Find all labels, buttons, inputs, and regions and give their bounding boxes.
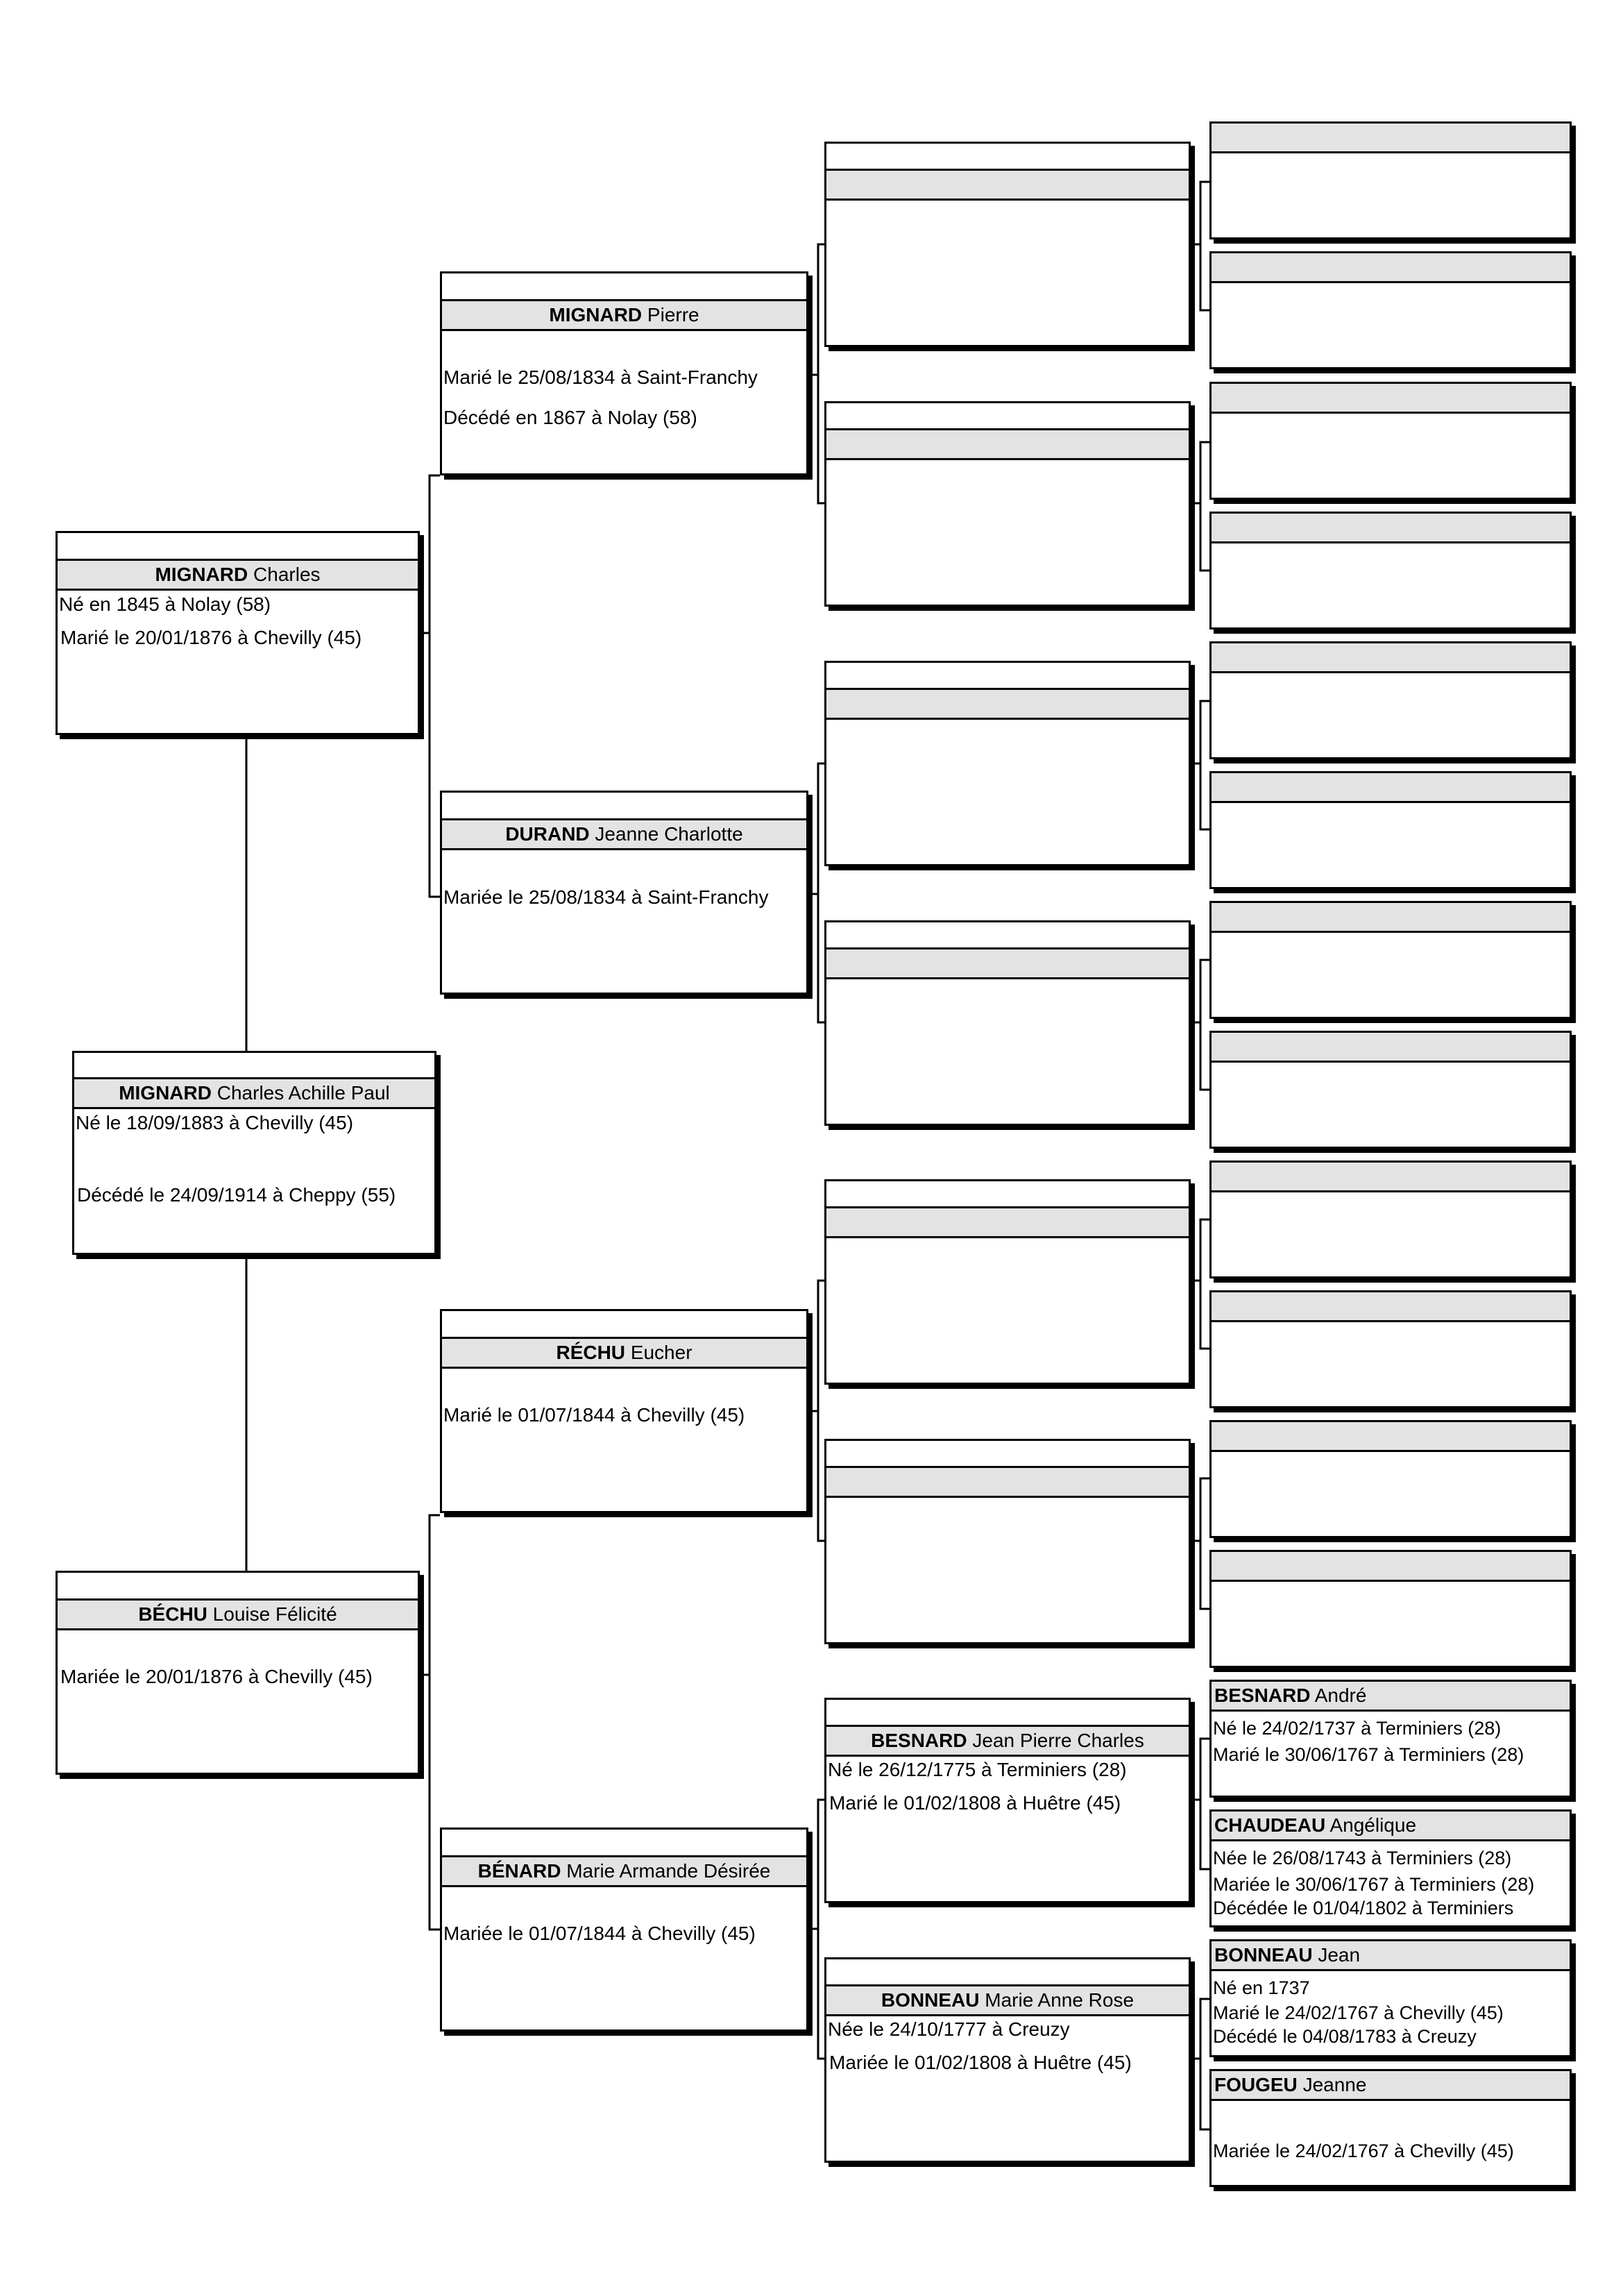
person-box-gen3-6[interactable] xyxy=(824,1439,1191,1644)
birth-line: Né en 1845 à Nolay (58) xyxy=(59,593,271,615)
person-name-header xyxy=(1209,1550,1572,1582)
marriage-line: Marié le 01/07/1844 à Chevilly (45) xyxy=(443,1404,745,1426)
person-name-header xyxy=(1209,1420,1572,1452)
person-name-header xyxy=(72,1077,436,1109)
person-box-mother[interactable] xyxy=(56,1571,420,1775)
person-box-gen3-5[interactable] xyxy=(824,1179,1191,1385)
death-line: Décédé le 24/09/1914 à Cheppy (55) xyxy=(77,1184,396,1206)
person-box-maternal-grandmother[interactable] xyxy=(440,1827,808,2032)
person-name-header xyxy=(824,169,1191,201)
person-box-gen4-15[interactable] xyxy=(1209,1939,1572,2057)
person-name-header xyxy=(824,1725,1191,1757)
person-name-header xyxy=(1209,2069,1572,2101)
person-name-header xyxy=(1209,1031,1572,1063)
person-box-gen4-4[interactable] xyxy=(1209,512,1572,630)
person-name-header xyxy=(824,1206,1191,1238)
person-box-gen4-14[interactable] xyxy=(1209,1809,1572,1927)
given-names: Jean Pierre Charles xyxy=(972,1730,1144,1751)
marriage-line: Mariée le 25/08/1834 à Saint-Franchy xyxy=(443,886,769,908)
person-name-header xyxy=(1209,641,1572,673)
death-line: Décédé en 1867 à Nolay (58) xyxy=(443,407,697,428)
given-names: Jean xyxy=(1318,1944,1361,1966)
person-box-gen4-10[interactable] xyxy=(1209,1290,1572,1408)
surname: FOUGEU xyxy=(1214,2074,1298,2095)
person-box-root[interactable] xyxy=(72,1051,436,1255)
person-name-header xyxy=(824,428,1191,460)
person-box-gen4-13[interactable] xyxy=(1209,1680,1572,1798)
given-names: Eucher xyxy=(630,1342,692,1363)
person-name-header xyxy=(1209,512,1572,543)
person-name-header xyxy=(1209,1680,1572,1712)
death-line: Décédée le 01/04/1802 à Terminiers xyxy=(1213,1898,1514,1918)
birth-line: Née le 26/08/1743 à Terminiers (28) xyxy=(1213,1848,1512,1868)
person-box-paternal-grandfather[interactable] xyxy=(440,271,808,475)
given-names: Angélique xyxy=(1329,1814,1417,1836)
surname: BÉNARD xyxy=(477,1860,561,1882)
person-name-header xyxy=(1209,251,1572,283)
person-box-gen3-1[interactable] xyxy=(824,142,1191,347)
person-name-header xyxy=(824,947,1191,979)
person-name-header xyxy=(1209,901,1572,933)
person-name-header xyxy=(1209,1160,1572,1192)
birth-line: Né en 1737 xyxy=(1213,1977,1310,1998)
person-name-header xyxy=(440,1337,808,1369)
marriage-line: Marié le 01/02/1808 à Huêtre (45) xyxy=(829,1792,1121,1814)
person-box-gen4-9[interactable] xyxy=(1209,1160,1572,1278)
surname: BESNARD xyxy=(871,1730,967,1751)
marriage-line: Mariée le 01/02/1808 à Huêtre (45) xyxy=(829,2052,1132,2073)
birth-line: Né le 26/12/1775 à Terminiers (28) xyxy=(828,1759,1127,1780)
surname: BÉCHU xyxy=(138,1603,207,1625)
given-names: Charles Achille Paul xyxy=(216,1082,390,1104)
person-box-gen4-1[interactable] xyxy=(1209,121,1572,239)
person-name-header xyxy=(440,818,808,850)
person-box-gen4-8[interactable] xyxy=(1209,1031,1572,1149)
marriage-line: Mariée le 20/01/1876 à Chevilly (45) xyxy=(60,1666,373,1687)
person-box-gen3-7[interactable] xyxy=(824,1698,1191,1903)
surname: MIGNARD xyxy=(155,564,248,585)
person-name-header xyxy=(1209,121,1572,153)
surname: BONNEAU xyxy=(881,1989,980,2011)
marriage-line: Marié le 25/08/1834 à Saint-Franchy xyxy=(443,366,758,388)
surname: RÉCHU xyxy=(556,1342,626,1363)
marriage-line: Marié le 30/06/1767 à Terminiers (28) xyxy=(1213,1744,1524,1765)
person-box-father[interactable] xyxy=(56,531,420,735)
person-box-gen4-6[interactable] xyxy=(1209,771,1572,889)
person-box-gen3-3[interactable] xyxy=(824,661,1191,866)
given-names: André xyxy=(1314,1685,1367,1706)
person-name-header xyxy=(1209,382,1572,414)
given-names: Jeanne Charlotte xyxy=(595,823,743,845)
marriage-line: Marié le 20/01/1876 à Chevilly (45) xyxy=(60,627,362,648)
surname: BONNEAU xyxy=(1214,1944,1313,1966)
given-names: Louise Félicité xyxy=(212,1603,337,1625)
person-box-gen3-2[interactable] xyxy=(824,401,1191,607)
given-names: Marie Anne Rose xyxy=(985,1989,1135,2011)
person-box-paternal-grandmother[interactable] xyxy=(440,791,808,995)
person-box-gen4-2[interactable] xyxy=(1209,251,1572,369)
person-name-header xyxy=(824,688,1191,720)
birth-line: Née le 24/10/1777 à Creuzy xyxy=(828,2018,1070,2040)
marriage-line: Mariée le 01/07/1844 à Chevilly (45) xyxy=(443,1923,756,1944)
given-names: Marie Armande Désirée xyxy=(566,1860,771,1882)
marriage-line: Marié le 24/02/1767 à Chevilly (45) xyxy=(1213,2002,1504,2023)
surname: MIGNARD xyxy=(119,1082,212,1104)
person-box-maternal-grandfather[interactable] xyxy=(440,1309,808,1513)
surname: MIGNARD xyxy=(549,304,643,326)
person-box-gen4-16[interactable] xyxy=(1209,2069,1572,2187)
surname: CHAUDEAU xyxy=(1214,1814,1326,1836)
person-box-gen4-5[interactable] xyxy=(1209,641,1572,759)
person-box-gen3-4[interactable] xyxy=(824,920,1191,1126)
person-name-header xyxy=(1209,1290,1572,1322)
person-box-gen4-7[interactable] xyxy=(1209,901,1572,1019)
surname: BESNARD xyxy=(1214,1685,1311,1706)
marriage-line: Mariée le 30/06/1767 à Terminiers (28) xyxy=(1213,1874,1535,1895)
birth-line: Né le 24/02/1737 à Terminiers (28) xyxy=(1213,1718,1502,1739)
person-box-gen4-3[interactable] xyxy=(1209,382,1572,500)
person-name-header xyxy=(1209,1939,1572,1971)
person-box-gen4-11[interactable] xyxy=(1209,1420,1572,1538)
person-name-header xyxy=(824,1984,1191,2016)
death-line: Décédé le 04/08/1783 à Creuzy xyxy=(1213,2026,1477,2047)
person-name-header xyxy=(56,559,420,591)
surname: DURAND xyxy=(505,823,590,845)
person-name-header xyxy=(56,1598,420,1630)
person-name-header xyxy=(1209,771,1572,803)
marriage-line: Mariée le 24/02/1767 à Chevilly (45) xyxy=(1213,2141,1514,2161)
person-name-header xyxy=(440,1855,808,1887)
given-names: Charles xyxy=(253,564,321,585)
person-box-gen4-12[interactable] xyxy=(1209,1550,1572,1668)
person-name-header xyxy=(440,299,808,331)
person-name-header xyxy=(1209,1809,1572,1841)
given-names: Pierre xyxy=(647,304,699,326)
given-names: Jeanne xyxy=(1302,2074,1367,2095)
person-name-header xyxy=(824,1466,1191,1498)
birth-line: Né le 18/09/1883 à Chevilly (45) xyxy=(76,1112,354,1133)
person-box-gen3-8[interactable] xyxy=(824,1957,1191,2163)
